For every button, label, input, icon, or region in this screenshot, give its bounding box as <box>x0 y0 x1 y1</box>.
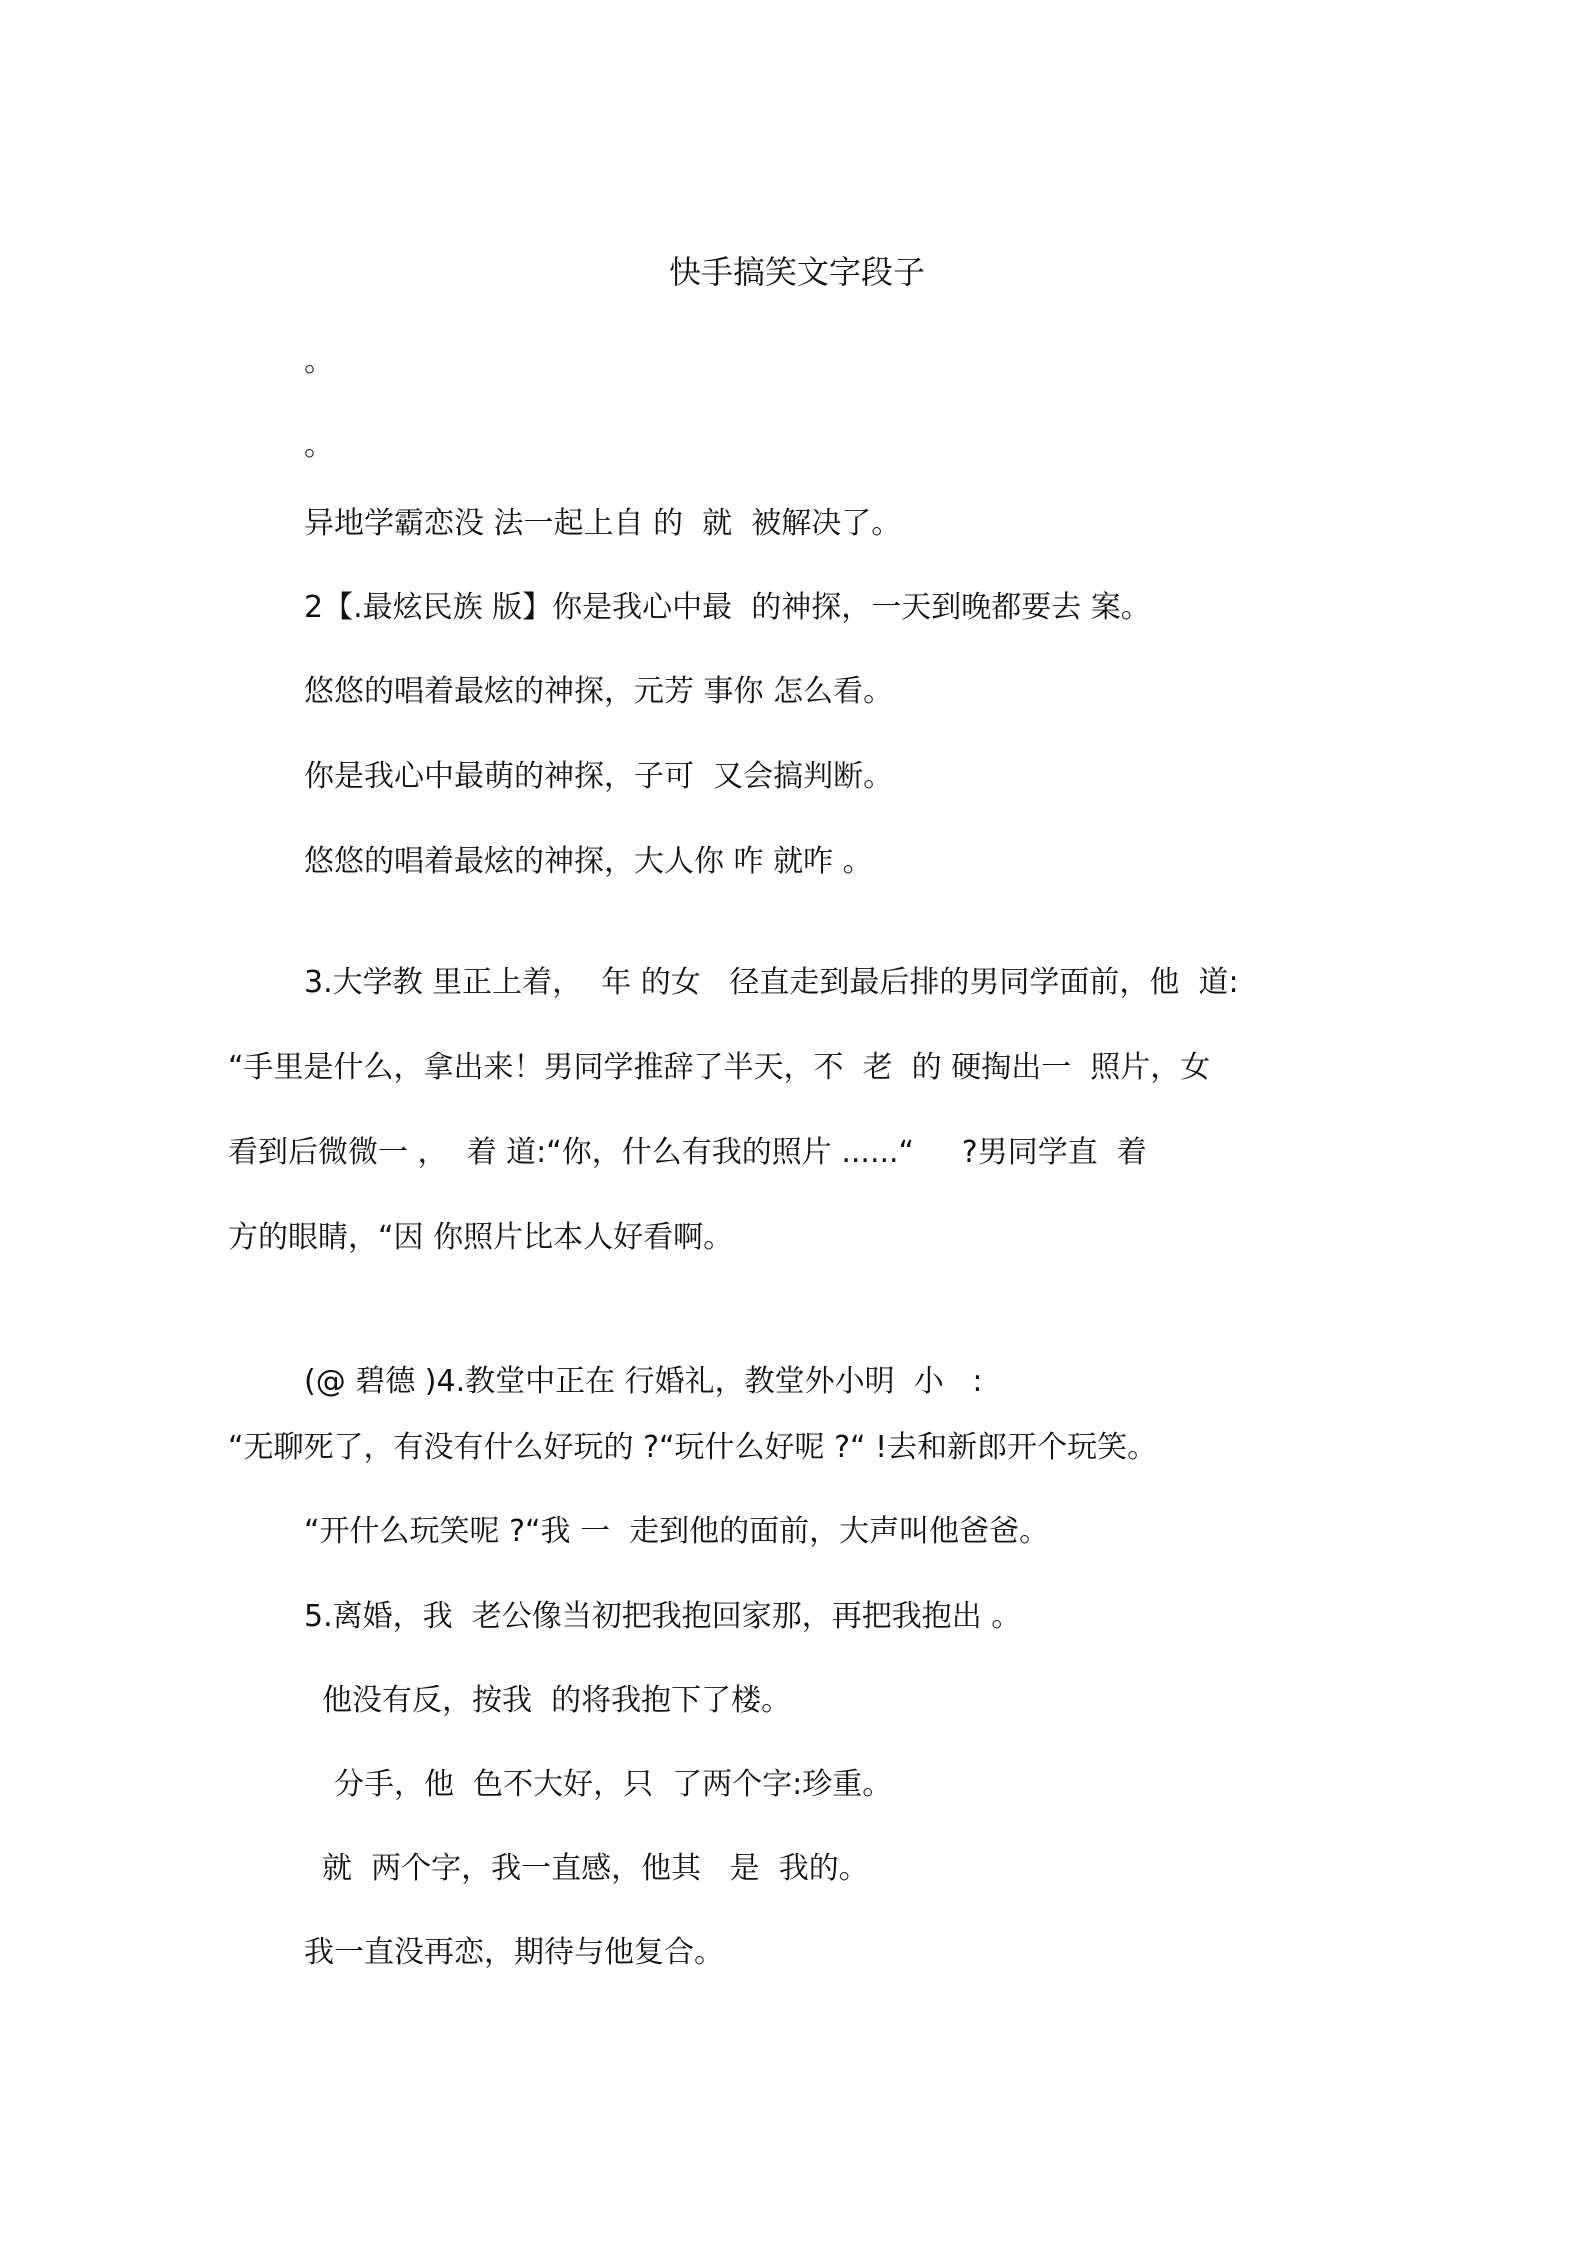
paragraph-line-7: 悠悠的唱着最炫的神探，大人你 咋 就咋 。 <box>304 844 873 879</box>
paragraph-line-11: 方的眼睛，“因 你照片比本人好看啊。 <box>228 1220 734 1255</box>
paragraph-line-12: (@ 碧德 )4.教堂中正在 行婚礼，教堂外小明 小 : <box>304 1364 983 1399</box>
paragraph-line-19: 我一直没再恋，期待与他复合。 <box>304 1935 724 1970</box>
paragraph-line-13: “无聊死了，有没有什么好玩的 ?“玩什么好呢 ?“ !去和新郎开个玩笑。 <box>228 1430 1158 1465</box>
paragraph-line-5: 悠悠的唱着最炫的神探，元芳 事你 怎么看。 <box>304 674 894 709</box>
paragraph-line-1: 。 <box>304 344 334 379</box>
paragraph-line-18: 就 两个字，我一直感，他其 是 我的。 <box>322 1851 869 1886</box>
paragraph-line-16: 他没有反，按我 的将我抱下了楼。 <box>322 1683 792 1718</box>
paragraph-line-15: 5.离婚，我 老公像当初把我抱回家那，再把我抱出 。 <box>304 1599 1022 1634</box>
paragraph-line-8: 3.大学教 里正上着， 年 的女 径直走到最后排的男同学面前，他 道: <box>304 965 1239 1000</box>
paragraph-line-17: 分手，他 色不大好，只 了两个字:珍重。 <box>334 1767 893 1802</box>
paragraph-line-14: “开什么玩笑呢 ?“我 一 走到他的面前，大声叫他爸爸。 <box>304 1514 1050 1549</box>
paragraph-line-10: 看到后微微一 ， 着 道:“你，什么有我的照片 ......“ ?男同学直 着 <box>228 1135 1147 1170</box>
paragraph-line-6: 你是我心中最萌的神探，子可 又会搞判断。 <box>304 759 894 794</box>
paragraph-line-2: 。 <box>304 428 334 463</box>
paragraph-line-9: “手里是什么，拿出来！男同学推辞了半天，不 老 的 硬掏出一 照片，女 <box>228 1050 1211 1085</box>
document-title: 快手搞笑文字段子 <box>668 253 925 291</box>
paragraph-line-3: 异地学霸恋没 法一起上自 的 就 被解决了。 <box>304 506 902 541</box>
paragraph-line-4: 2【.最炫民族 版】你是我心中最 的神探，一天到晚都要去 案。 <box>304 590 1151 625</box>
